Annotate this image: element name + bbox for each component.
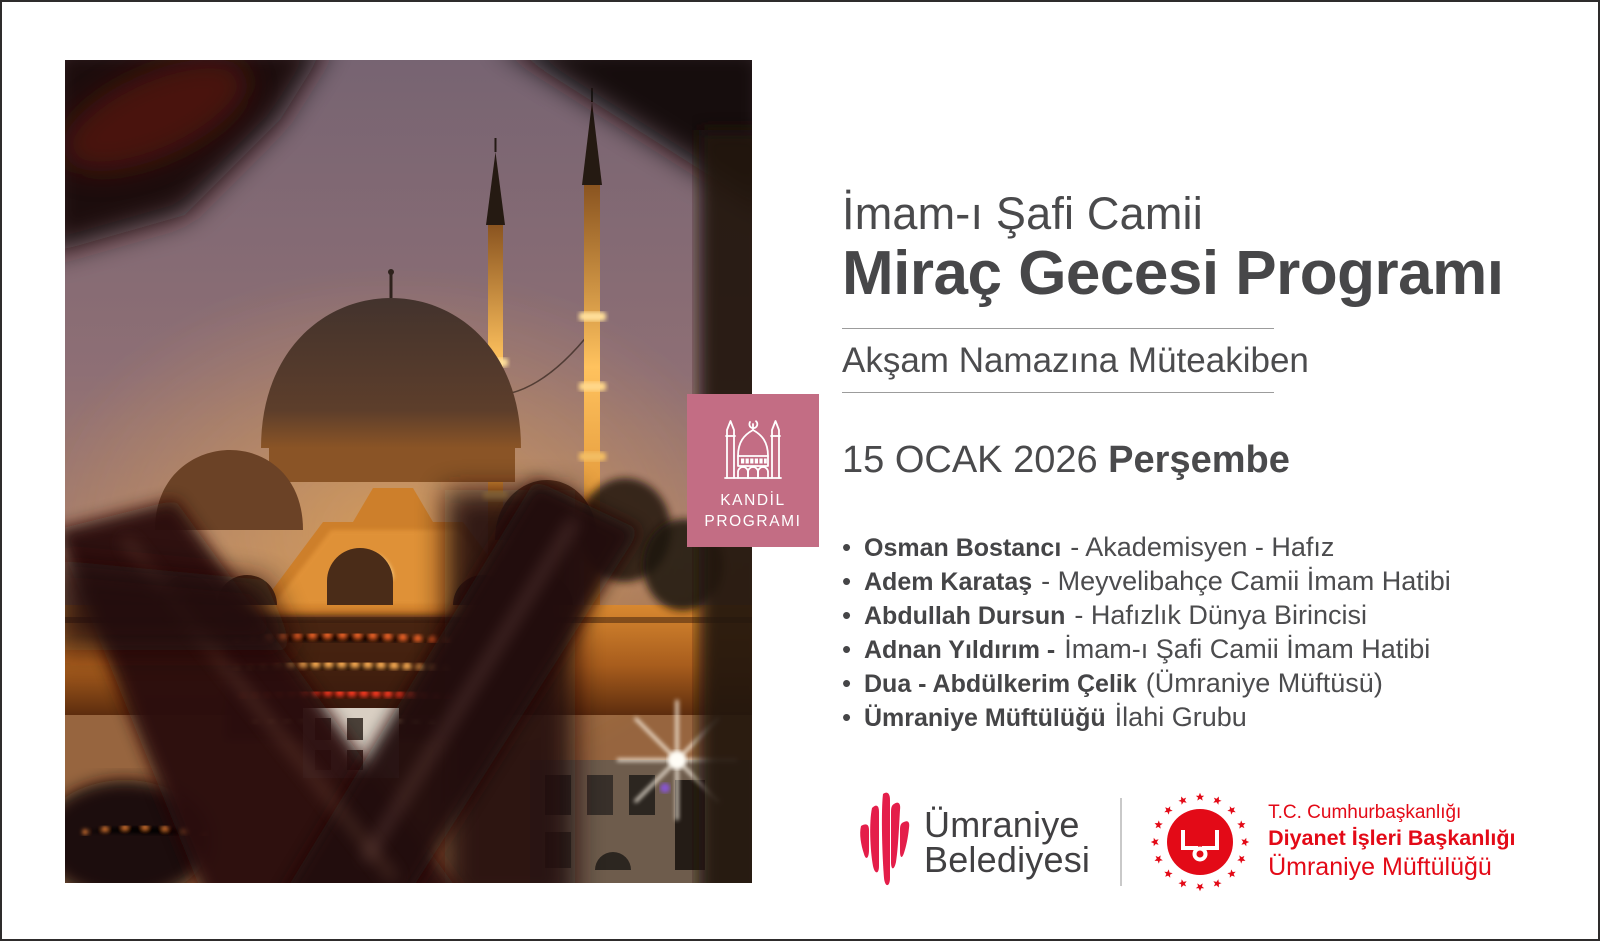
tulip-icon (858, 792, 910, 892)
footer-logos (858, 790, 1515, 894)
participant-emphasis: Osman Bostancı (864, 534, 1062, 562)
participant-row (842, 599, 1542, 633)
bullet-icon: • (842, 566, 852, 596)
kandil-badge (687, 394, 819, 547)
participants-list (842, 531, 1542, 735)
divider-top (842, 328, 1274, 329)
participant-emphasis: Adem Karataş (864, 568, 1033, 596)
badge-line-1: KANDİL (720, 492, 786, 509)
badge-text (704, 490, 801, 532)
day-text: Perşembe (1108, 439, 1290, 481)
participant-emphasis: Ümraniye Müftülüğü (864, 704, 1106, 732)
participant-detail: İlahi Grubu (1114, 702, 1247, 732)
timing-note: Akşam Namazına Müteakiben (842, 341, 1309, 380)
participant-detail: (Ümraniye Müftüsü) (1145, 668, 1383, 698)
badge-line-2: PROGRAMI (704, 513, 802, 530)
gov-line-2: Diyanet İşleri Başkanlığı (1268, 826, 1516, 850)
participant-detail: - Hafızlık Dünya Birincisi (1074, 600, 1367, 630)
participant-row (842, 633, 1542, 667)
bullet-icon: • (842, 702, 852, 732)
date-text: 15 OCAK 2026 (842, 439, 1098, 481)
participant-emphasis: Abdullah Dursun (864, 602, 1066, 630)
diyanet-emblem-icon (1148, 790, 1252, 894)
participant-row (842, 531, 1542, 565)
municipality-name-line1: Ümraniye (924, 804, 1080, 845)
event-date (842, 439, 1542, 481)
gov-line-1: T.C. Cumhurbaşkanlığı (1268, 802, 1462, 823)
mosque-icon (714, 408, 792, 490)
event-details (842, 188, 1542, 735)
bullet-icon: • (842, 668, 852, 698)
diyanet-logo (1148, 790, 1515, 894)
mosque-photo-art (65, 60, 752, 883)
participant-row (842, 565, 1542, 599)
gov-line-3: Ümraniye Müftülüğü (1268, 853, 1492, 881)
bullet-icon: • (842, 634, 852, 664)
divider-bottom (842, 392, 1274, 393)
mosque-photo (65, 60, 752, 883)
umraniye-belediyesi-logo (858, 792, 1090, 892)
participant-detail: İmam-ı Şafi Camii İmam Hatibi (1064, 634, 1431, 664)
bullet-icon: • (842, 600, 852, 630)
municipality-name-line2: Belediyesi (924, 839, 1091, 880)
participant-row (842, 701, 1542, 735)
participant-detail: - Meyvelibahçe Camii İmam Hatibi (1041, 566, 1451, 596)
participant-row (842, 667, 1542, 701)
municipality-name (924, 804, 1091, 880)
participant-emphasis: Dua - Abdülkerim Çelik (864, 670, 1137, 698)
participant-emphasis: Adnan Yıldırım - (864, 636, 1056, 664)
mosque-name: İmam-ı Şafi Camii (842, 188, 1203, 239)
bullet-icon: • (842, 532, 852, 562)
gov-text (1268, 801, 1515, 883)
participant-detail: - Akademisyen - Hafız (1070, 532, 1335, 562)
logo-divider (1120, 798, 1122, 886)
event-title: Miraç Gecesi Programı (842, 239, 1504, 308)
